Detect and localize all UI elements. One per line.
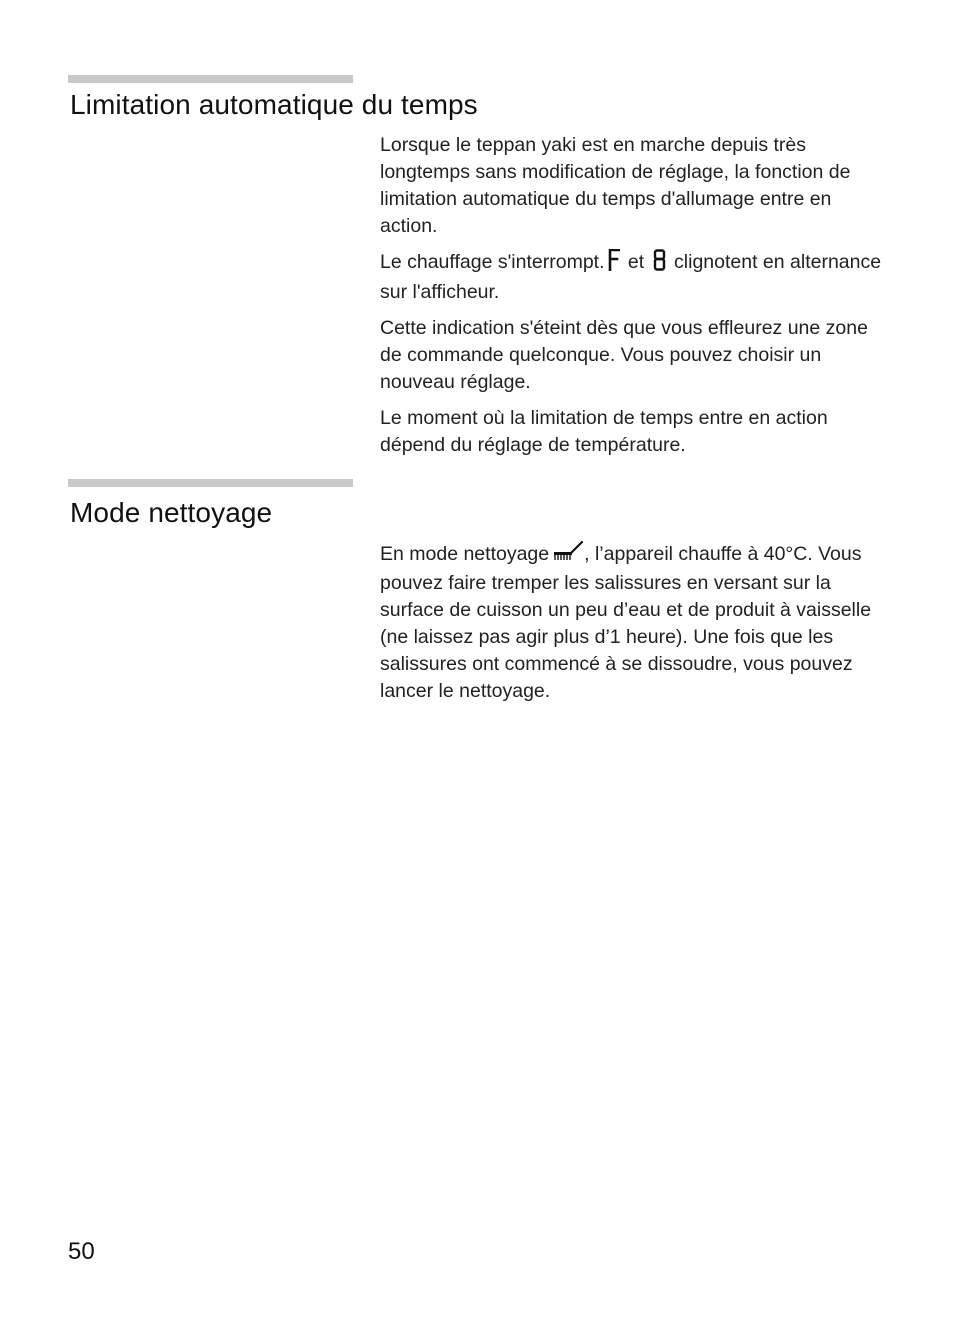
paragraph-moment-limitation: Le moment où la limitation de temps entre en action dépend du réglage de température. <box>380 407 828 456</box>
paragraph-mode-nettoyage <box>380 540 890 705</box>
display-8-symbol-icon <box>653 249 666 279</box>
text-chauffage-before: Le chauffage s'interrompt. <box>380 251 605 273</box>
page-number: 50 <box>68 1238 95 1265</box>
text-chauffage-middle: et <box>622 251 650 273</box>
cleaning-brush-icon <box>553 540 583 570</box>
paragraph-chauffage-interrompt <box>380 249 890 306</box>
heading-limitation-automatique: Limitation automatique du temps <box>70 89 478 120</box>
display-f-symbol-icon <box>608 249 620 279</box>
text-chauffage-after: clignotent en alternance sur l'afficheur. <box>380 251 882 303</box>
paragraph-indication-eteint: Cette indication s'éteint dès que vous effleurez une zone de commande quelconque. Vous pouvez choisir un nouveau réglage. <box>380 317 868 393</box>
section-body-nettoyage <box>380 540 890 714</box>
text-nettoyage-before: En mode nettoyage <box>380 543 550 565</box>
text-nettoyage-after: , l’appareil chauffe à 40°C. Vous pouvez faire tremper les salissures en versant sur la surface de cuisson un peu d’eau et de produit à vaisselle (ne laissez pas agir plus d’1 heure). Une fois que les salissures ont commencé à se dissoudre, vous pouvez lancer le nettoyage. <box>380 543 872 702</box>
paragraph-limitation-intro: Lorsque le teppan yaki est en marche depuis très longtemps sans modification de réglage, la fonction de limitation automatique du temps d'allumage entre en action. <box>380 134 851 237</box>
section-divider-limitation <box>68 75 353 83</box>
section-divider-nettoyage <box>68 479 353 487</box>
section-body-limitation <box>380 132 890 468</box>
heading-mode-nettoyage: Mode nettoyage <box>70 497 273 528</box>
